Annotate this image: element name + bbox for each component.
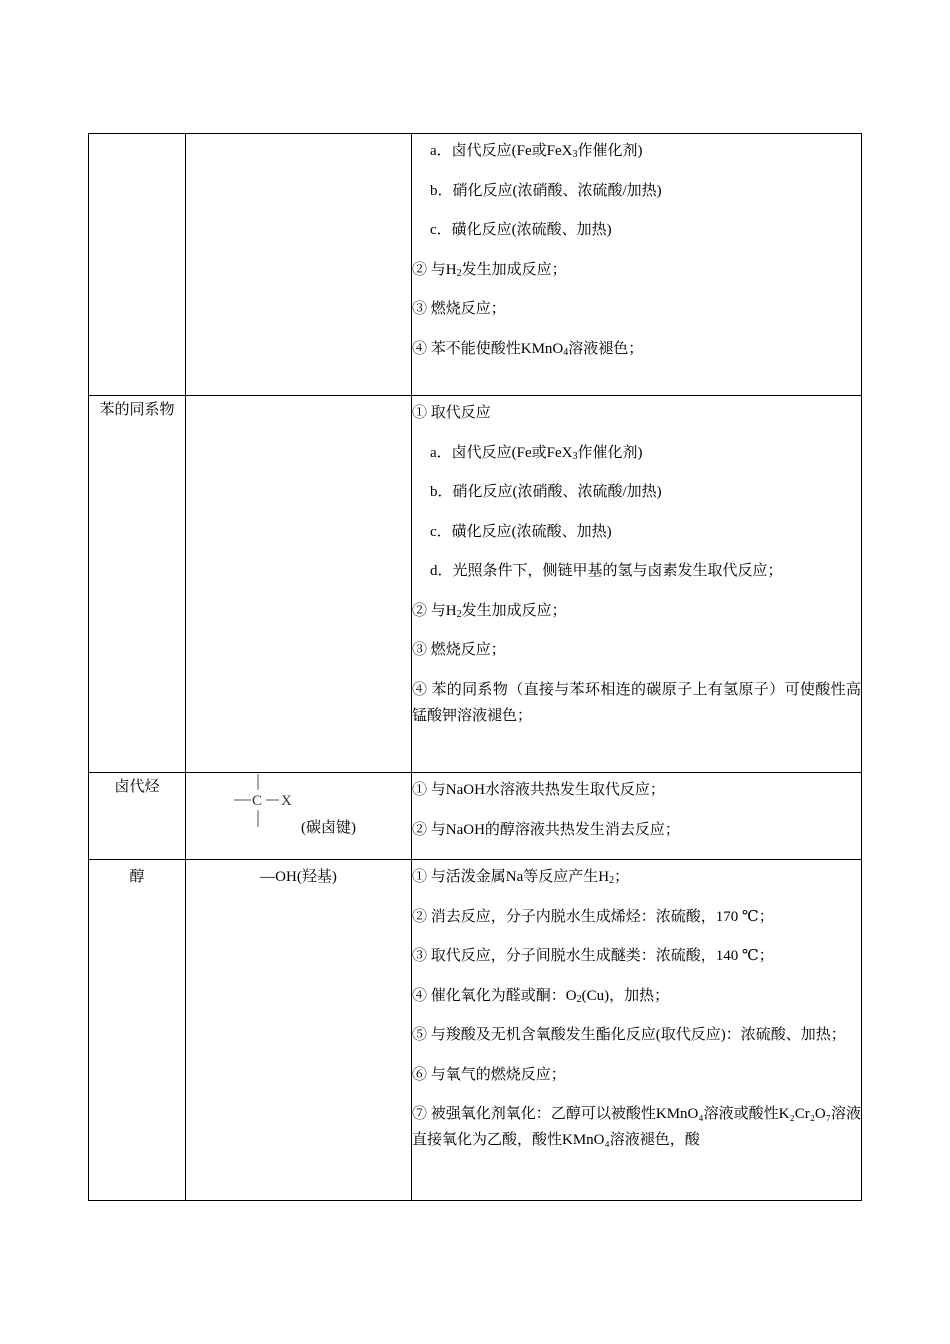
- reaction-item: ③ 燃烧反应；: [412, 301, 506, 317]
- reactions-cell: [412, 396, 862, 773]
- group-cell: [186, 134, 412, 396]
- table-row-alcohols: [89, 860, 862, 1201]
- table-row-haloalkanes: [89, 773, 862, 860]
- reactions-cell: [412, 860, 862, 1201]
- reaction-item: b．硝化反应(浓硝酸、浓硫酸/加热): [430, 182, 662, 199]
- reaction-item: ② 与NaOH的醇溶液共热发生消去反应；: [412, 821, 680, 838]
- table-row-benzene: [89, 134, 862, 396]
- atom-x: X: [281, 793, 292, 809]
- reactions-cell: [412, 134, 862, 396]
- group-label: (碳卤键): [301, 820, 356, 836]
- reaction-item: ⑤ 与羧酸及无机含氧酸发生酯化反应(取代反应)：浓硫酸、加热；: [412, 1027, 846, 1043]
- category-cell: 苯的同系物: [89, 396, 186, 773]
- table-row-benzene-homologues: [89, 396, 862, 773]
- reaction-item: ② 与$H_2$发生加成反应；: [412, 602, 567, 620]
- carbon-halogen-bond-diagram: [230, 773, 310, 833]
- reaction-item: ④ 苯的同系物（直接与苯环相连的碳原子上有氢原子）可使酸性高锰酸钾溶液褪色；: [412, 681, 861, 724]
- atom-c: C: [252, 793, 263, 809]
- reaction-item: c．磺化反应(浓硫酸、加热): [430, 222, 612, 238]
- reaction-item: b．硝化反应(浓硝酸、浓硫酸/加热): [430, 484, 662, 500]
- reaction-item: ⑦ 被强氧化剂氧化：乙醇可以被酸性KMnO₄溶液或酸性K₂Cr₂O₇溶液直接氧化为乙酸，酸性KMnO₄溶液褪色，酸: [412, 1106, 861, 1148]
- reaction-item: a．卤代反应(Fe或FeX$_3$作催化剂): [430, 143, 643, 160]
- reaction-item: ⑥ 与氧气的燃烧反应；: [412, 1066, 566, 1083]
- reaction-item: ① 取代反应: [412, 405, 491, 421]
- category-cell: 卤代烃: [89, 773, 186, 860]
- reaction-item: a．卤代反应(Fe或FeX$_3$作催化剂): [430, 444, 643, 462]
- category-cell: [89, 134, 186, 396]
- group-cell: —OH(羟基): [186, 860, 412, 1201]
- reaction-item: ① 与NaOH水溶液共热发生取代反应；: [412, 782, 665, 798]
- group-cell: [186, 396, 412, 773]
- group-cell: [186, 773, 412, 860]
- reaction-item: ③ 取代反应，分子间脱水生成醚类：浓硫酸，140 ℃；: [412, 948, 774, 964]
- reactions-cell: [412, 773, 862, 860]
- reaction-item: ③ 燃烧反应；: [412, 642, 506, 658]
- reaction-item: d．光照条件下，侧链甲基的氢与卤素发生取代反应；: [430, 563, 783, 579]
- reaction-item: ② 消去反应，分子内脱水生成烯烃：浓硫酸，170 ℃；: [412, 908, 774, 925]
- reaction-item: ② 与$H_2$发生加成反应；: [412, 261, 567, 279]
- reaction-item: ① 与活泼金属Na等反应产生$H_2$；: [412, 869, 630, 886]
- carbon-halogen-structure: [186, 773, 411, 857]
- category-cell: 醇: [89, 860, 186, 1201]
- reaction-table: [88, 133, 862, 1201]
- reaction-item: c．磺化反应(浓硫酸、加热): [430, 523, 612, 540]
- reaction-item: ④ 催化氧化为醛或酮：$O_2(Cu)$，加热；: [412, 987, 670, 1005]
- reaction-item: ④ 苯不能使酸性KMnO$_4$溶液褪色；: [412, 340, 644, 358]
